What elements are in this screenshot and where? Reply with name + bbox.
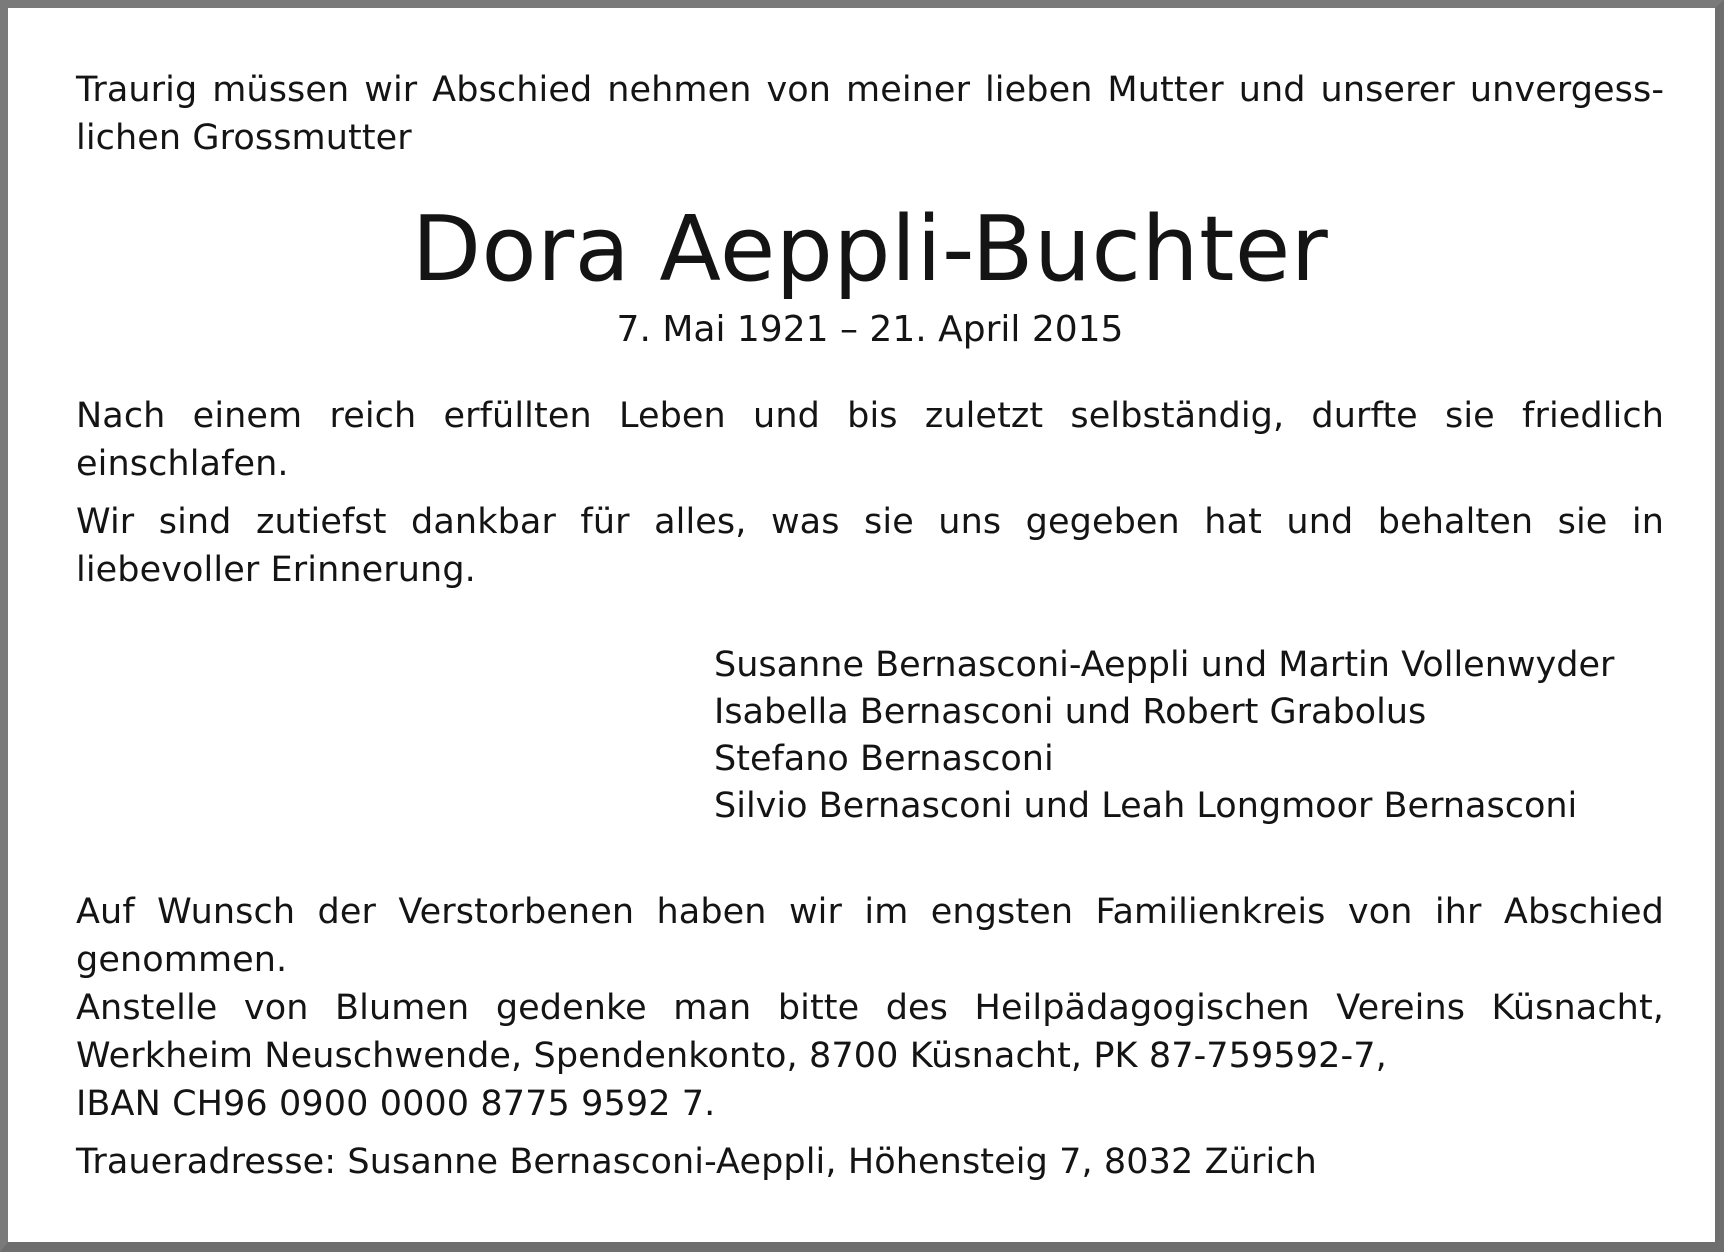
mourning-address: Traueradresse: Susanne Bernasconi-Aeppli, Höhensteig 7, 8032 Zürich [76,1142,1317,1182]
family-member: Stefano Bernasconi [714,739,1054,779]
family-member: Susanne Bernasconi-Aeppli und Martin Vollenwyder [714,645,1615,685]
notice-content [76,66,1664,1186]
paragraph-donation: Anstelle von Blumen gedenke man bitte des Heilpädagogischen Vereins Küsnacht, Werkheim Neuschwende, Spendenkonto, 8700 Küsnacht, PK 87-759592-7, [76,988,1664,1076]
family-list [714,642,1664,830]
family-member: Silvio Bernasconi und Leah Longmoor Bernasconi [714,786,1578,826]
paragraph-gratitude: Wir sind zutiefst dankbar für alles, was sie uns gegeben hat und behalten sie in liebevoller Erinnerung. [76,502,1664,590]
family-member: Isabella Bernasconi und Robert Grabolus [714,692,1427,732]
intro-text: Traurig müssen wir Abschied nehmen von meiner lieben Mutter und unserer unvergesslichen Grossmutter [76,70,1664,158]
paragraph-farewell: Auf Wunsch der Verstorbenen haben wir im engsten Familienkreis von ihr Abschied genommen. [76,892,1664,980]
paragraph-life: Nach einem reich erfüllten Leben und bis zuletzt selbständig, durfte sie friedlich einschlafen. [76,396,1664,484]
deceased-name: Dora Aeppli-Buchter [411,197,1329,302]
iban-text: IBAN CH96 0900 0000 8775 9592 7. [76,1084,716,1124]
life-dates: 7. Mai 1921 – 21. April 2015 [616,309,1124,350]
